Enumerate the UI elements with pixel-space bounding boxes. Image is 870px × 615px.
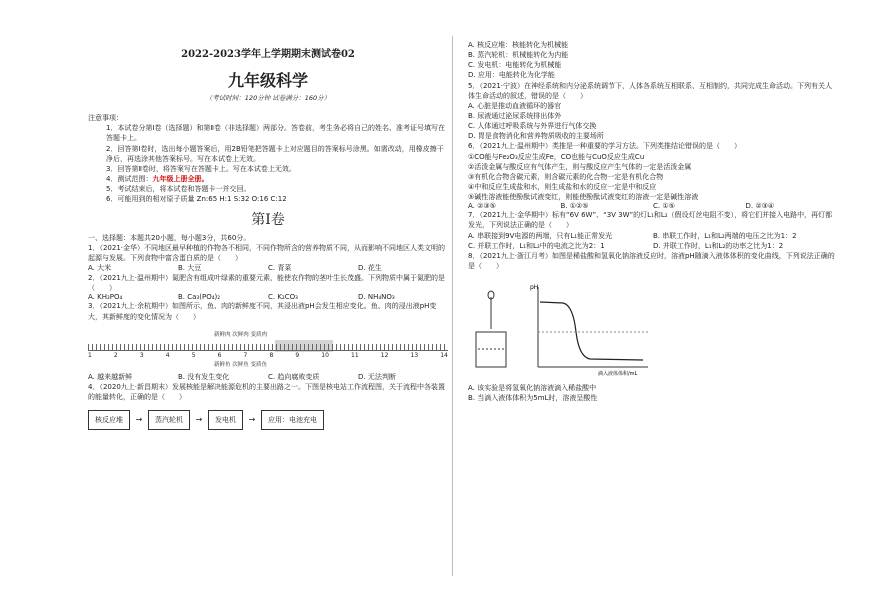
ruler-tick-label: 8 xyxy=(269,351,274,359)
ruler-bottom-label: 新鲜鱼 次鲜鱼 变质鱼 xyxy=(214,361,267,368)
option: A. KH₂PO₄ xyxy=(88,293,123,302)
option: D. NH₄NO₃ xyxy=(358,293,395,302)
note-item: 6．可能用到的相对原子质量 Zn:65 H:1 S:32 O:16 C:12 xyxy=(106,195,287,204)
ph-scale-figure xyxy=(88,328,448,368)
left-column xyxy=(88,40,448,430)
ph-curve xyxy=(540,302,643,360)
option: D. 花生 xyxy=(358,264,382,273)
option: A. ②③⑤ xyxy=(468,202,496,211)
dropper-beaker-icon xyxy=(476,291,506,367)
arrow-right-icon: → xyxy=(195,415,203,425)
arrow-right-icon: → xyxy=(248,415,256,425)
ruler-top-label: 新鲜肉 次鲜肉 变质肉 xyxy=(214,331,267,338)
question-7-options-row1 xyxy=(468,231,838,241)
ruler-tick-label: 10 xyxy=(321,351,329,359)
ruler-tick-label: 14 xyxy=(440,351,448,359)
ruler-tick-label: 13 xyxy=(410,351,419,359)
q4-option: A. 核反应堆：核能转化为机械能 xyxy=(468,41,569,49)
note-item: 2．回答第Ⅰ卷时，选出每小题答案后，用2B铅笔把答题卡上对应题目的答案标号涂黑。如需改动，用橡皮擦干净后，再选涂其他答案标号。写在本试卷上无效。 xyxy=(106,144,444,163)
q8-option: A. 该实验是将氢氧化钠溶液滴入稀盐酸中 xyxy=(468,383,597,392)
q4-option: D. 应用：电能转化为化学能 xyxy=(468,71,555,80)
question-5: 5．（2021·宁波）在神经系统和内分泌系统调节下，人体各系统互相联系、互相制约，共同完成生命活动。下列有关人体生命活动的叙述，错误的是（ ） xyxy=(468,81,832,100)
question-3: 3．（2021九上·余杭期中）如图所示，鱼、肉的新鲜度不同，其浸出液pH会发生相应变化。鱼、肉的浸出液pH变大，其新鲜度的变化情况为（ ） xyxy=(88,302,437,321)
column-divider xyxy=(452,36,453,576)
q6-statement: ①CO能与Fe₂O₃反应生成Fe，CO也能与CuO反应生成Cu xyxy=(468,152,645,161)
option: C. 趋向腐败变质 xyxy=(268,372,320,381)
option: A. 大米 xyxy=(88,264,112,273)
power-plant-flowchart xyxy=(88,410,448,430)
note-item: 1．本试卷分第Ⅰ卷（选择题）和第Ⅱ卷（非选择题）两部分。答卷前，考生务必将自己的姓名、准考证号填写在答题卡上。 xyxy=(106,124,445,143)
option: C. ①⑤ xyxy=(653,202,675,211)
option: B. 没有发生变化 xyxy=(178,372,230,381)
option: C. K₂CO₃ xyxy=(268,293,298,302)
option: B. Ca₃(PO₄)₂ xyxy=(178,293,221,302)
ruler-tick-label: 11 xyxy=(351,351,359,359)
notes-heading: 注意事项： xyxy=(88,114,123,123)
option: D. ②③④ xyxy=(745,202,775,211)
question-3-options xyxy=(88,372,448,382)
ruler-line xyxy=(88,350,448,351)
test-scope: 九年级上册全册。 xyxy=(152,174,209,183)
option: A. 越来越新鲜 xyxy=(88,372,133,381)
question-7-options-row2 xyxy=(468,241,838,251)
option: B. 串联工作时，L₁和L₂两端的电压之比为1：2 xyxy=(653,231,797,240)
part-heading: 一、选择题：本题共20小题，每小题3分，共60分。 xyxy=(88,233,251,242)
question-8: 8．（2021九上·浙江月考）如图是稀盐酸和氢氧化钠溶液反应时，溶液pH随滴入液体体积的变化曲线，下列说法正确的是（ ） xyxy=(468,251,835,270)
q6-statement: ④中和反应生成盐和水，则生成盐和水的反应一定是中和反应 xyxy=(468,182,657,191)
ruler-tick-label: 2 xyxy=(113,351,118,359)
question-2: 2．（2021九上·温州期中）氮肥含有组成叶绿素的重要元素，能使农作物的茎叶生长茂盛。下列物质中属于氮肥的是（ ） xyxy=(88,274,445,293)
ruler-tick-label: 6 xyxy=(217,351,222,359)
y-axis-label: pH xyxy=(530,283,539,291)
ruler-tick-label: 4 xyxy=(165,351,170,359)
ph-curve-figure xyxy=(468,277,838,377)
q4-option: B. 蒸汽轮机：机械能转化为内能 xyxy=(468,51,569,60)
q5-option: A. 心脏是推动血液循环的器官 xyxy=(468,101,562,110)
q5-option: B. 尿液通过泌尿系统排出体外 xyxy=(468,111,562,120)
subject-title: 九年级科学 xyxy=(227,70,308,90)
flow-step: 核反应堆 xyxy=(88,410,130,430)
question-1-options xyxy=(88,263,448,273)
option: D. 并联工作时，L₁和L₂的功率之比为1：2 xyxy=(653,241,784,250)
exam-title: 2022-2023学年上学期期末测试卷02 xyxy=(181,49,355,60)
ruler-tick-label: 5 xyxy=(191,351,196,359)
ruler-numbers xyxy=(88,352,448,359)
question-2-options xyxy=(88,293,448,301)
option: D. 无法判断 xyxy=(358,372,396,381)
x-axis-label: 滴入液体体积/mL xyxy=(598,370,638,377)
ruler-tick-label: 1 xyxy=(88,351,92,359)
option: A. 串联接到9V电源的两端，只有L₁能正常发光 xyxy=(468,231,613,240)
q8-option: B. 当滴入液体体积为5mL时，溶液呈酸性 xyxy=(468,393,598,402)
question-1: 1．（2021·金华）不同地区最早种植的作物各不相同，不同作物所含的营养物质不同，从而影响不同地区人类文明的起源与发展。下列食物中富含蛋白质的是（ ） xyxy=(88,243,445,262)
q5-option: C. 人体通过呼吸系统与外界进行气体交换 xyxy=(468,122,597,131)
flow-step: 应用：电池充电 xyxy=(261,410,324,430)
question-6-options xyxy=(468,202,838,210)
ruler-tick-label: 3 xyxy=(139,351,144,359)
option: B. ①②⑤ xyxy=(560,202,589,211)
ph-curve-svg xyxy=(468,277,668,377)
ruler-tick-label: 7 xyxy=(243,351,248,359)
section-title: 第Ⅰ卷 xyxy=(251,212,285,229)
question-4: 4．（2020九上·新昌期末）发展核能是解决能源危机的主要出路之一。下图是核电站工作流程图，关于流程中各装置的能量转化，正确的是（ ） xyxy=(88,382,445,401)
q6-statement: ⑤碱性溶液能使酚酞试液变红，则能使酚酞试液变红的溶液一定是碱性溶液 xyxy=(468,193,699,202)
question-7: 7．（2021九上·金华期中）标有“6V 6W”、“3V 3W”的灯L₁和L₂（假设灯丝电阻不变），将它们并接入电路中，再灯都发光，下列说法正确的是（ ） xyxy=(468,211,833,230)
q5-option: D. 胃是食物消化和营养物质吸收的主要场所 xyxy=(468,132,604,141)
flow-step: 蒸汽轮机 xyxy=(148,410,190,430)
q4-option: C. 发电机：电能转化为机械能 xyxy=(468,61,562,70)
note-item: 4．测试范围：九年级上册全册。 xyxy=(106,174,209,183)
note-item: 5．考试结束后，将本试卷和答题卡一并交回。 xyxy=(106,185,251,194)
note-item: 3．回答第Ⅱ卷时，将答案写在答题卡上。写在本试卷上无效。 xyxy=(106,164,296,173)
ruler-tick-label: 12 xyxy=(380,351,389,359)
option: C. 青菜 xyxy=(268,264,292,273)
flow-step: 发电机 xyxy=(208,410,243,430)
q6-statement: ②活泼金属与酸反应有气体产生，则与酸反应产生气体的一定是活泼金属 xyxy=(468,162,692,171)
option: C. 并联工作时，L₁和L₂中的电流之比为2：1 xyxy=(468,241,605,250)
q6-statement: ③有机化合物含碳元素，则含碳元素的化合物一定是有机化合物 xyxy=(468,172,664,181)
right-column xyxy=(468,40,838,403)
arrow-right-icon: → xyxy=(135,415,143,425)
question-6: 6．（2021九上·温州期中）类推是一种重要的学习方法。下列类推结论错误的是（ ） xyxy=(468,142,741,151)
exam-info: （考试时间：120分钟 试卷满分：160分） xyxy=(205,93,331,102)
option: B. 大豆 xyxy=(178,264,202,273)
ruler-tick-label: 9 xyxy=(295,351,300,359)
